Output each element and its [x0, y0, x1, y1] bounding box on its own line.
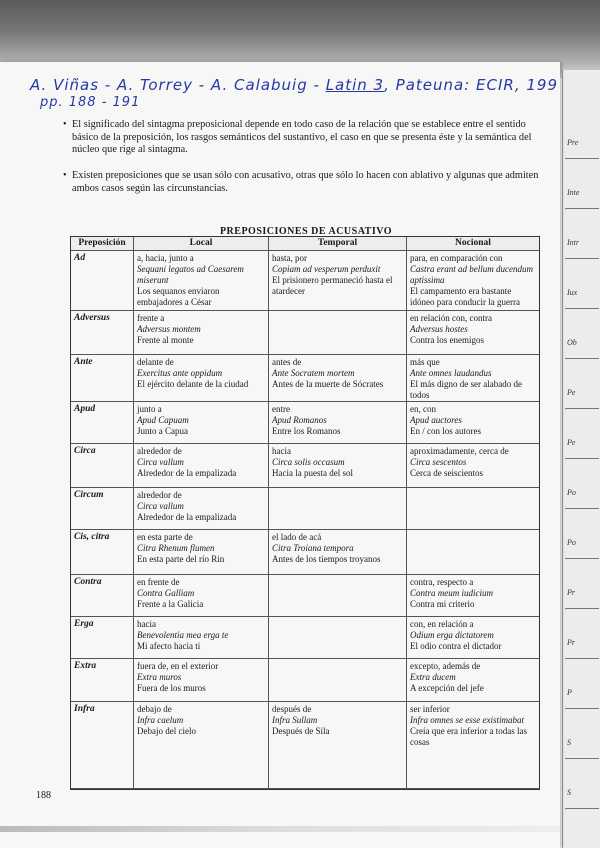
- local-meaning: debajo de: [137, 704, 172, 714]
- nocional-latin: Infra omnes se esse existimabat: [410, 715, 524, 725]
- nocional-cell: [407, 402, 539, 444]
- temporal-cell: [269, 617, 407, 659]
- adjacent-page-mark: Pe: [567, 388, 576, 397]
- nocional-trans: El campamento era bastante idóneo para conducir la guerra: [410, 286, 520, 307]
- adjacent-page-mark: Ob: [567, 338, 577, 347]
- local-trans: En esta parte del río Rin: [137, 554, 225, 564]
- nocional-latin: Adversus hostes: [410, 324, 468, 334]
- local-trans: Mi afecto hacia ti: [137, 641, 201, 651]
- temporal-trans: El prisionero permaneció hasta el atardecer: [272, 275, 393, 296]
- temporal-cell: [269, 355, 407, 402]
- nocional-trans: A excepción del jefe: [410, 683, 484, 693]
- adjacent-page-rule: [565, 508, 599, 509]
- temporal-latin: Citra Troiana tempora: [272, 543, 354, 553]
- nocional-cell: [407, 488, 539, 530]
- local-meaning: delante de: [137, 357, 174, 367]
- local-cell: [134, 251, 269, 311]
- nocional-trans: El odio contra el dictador: [410, 641, 502, 651]
- hand-book: Latin 3: [325, 76, 385, 94]
- local-latin: Infra caelum: [137, 715, 184, 725]
- temporal-latin: Infra Sullam: [272, 715, 318, 725]
- nocional-latin: Apud auctores: [410, 415, 462, 425]
- adjacent-page-rule: [565, 758, 599, 759]
- adjacent-page-mark: S: [567, 788, 571, 797]
- local-trans: Los sequanos enviaron embajadores a César: [137, 286, 220, 307]
- temporal-trans: Entre los Romanos: [272, 426, 341, 436]
- nocional-latin: Circa sescentos: [410, 457, 467, 467]
- hand-authors: A. Viñas - A. Torrey - A. Calabuig -: [30, 76, 326, 94]
- hand-publisher: , Pateuna: ECIR, 199: [384, 76, 558, 94]
- local-trans: Junto a Capua: [137, 426, 188, 436]
- preposition-cell: Ad: [71, 251, 134, 311]
- adjacent-page-rule: [565, 458, 599, 459]
- local-trans: Fuera de los muros: [137, 683, 206, 693]
- temporal-meaning: hacia: [272, 446, 291, 456]
- temporal-cell: [269, 488, 407, 530]
- temporal-cell: [269, 444, 407, 488]
- adjacent-page-rule: [565, 208, 599, 209]
- page-number: 188: [36, 790, 51, 801]
- adjacent-page-mark: Pe: [567, 438, 576, 447]
- temporal-cell: [269, 251, 407, 311]
- nocional-latin: Odium erga dictatorem: [410, 630, 494, 640]
- temporal-cell: [269, 659, 407, 702]
- adjacent-page-rule: [565, 258, 599, 259]
- local-cell: [134, 530, 269, 575]
- local-latin: Circa vallum: [137, 501, 184, 511]
- handwritten-reference: [30, 76, 558, 94]
- adjacent-page-mark: Intr: [567, 238, 579, 247]
- header-cell: Nocional: [407, 237, 539, 251]
- preposition-cell: Ante: [71, 355, 134, 402]
- nocional-meaning: más que: [410, 357, 440, 367]
- nocional-latin: Contra meum iudicium: [410, 588, 493, 598]
- nocional-trans: Creía que era inferior a todas las cosas: [410, 726, 527, 747]
- temporal-meaning: el lado de acá: [272, 532, 322, 542]
- temporal-cell: [269, 530, 407, 575]
- local-meaning: alrededor de: [137, 490, 182, 500]
- temporal-trans: Hacia la puesta del sol: [272, 468, 353, 478]
- adjacent-page-mark: S: [567, 738, 571, 747]
- local-cell: [134, 575, 269, 617]
- preposition-cell: Extra: [71, 659, 134, 702]
- temporal-meaning: antes de: [272, 357, 302, 367]
- nocional-meaning: excepto, además de: [410, 661, 481, 671]
- nocional-cell: [407, 617, 539, 659]
- adjacent-page-rule: [565, 308, 599, 309]
- temporal-meaning: después de: [272, 704, 312, 714]
- adjacent-page-mark: P: [567, 688, 572, 697]
- local-meaning: frente a: [137, 313, 165, 323]
- temporal-meaning: hasta, por: [272, 253, 307, 263]
- temporal-latin: Apud Romanos: [272, 415, 327, 425]
- temporal-trans: Antes de los tiempos troyanos: [272, 554, 381, 564]
- local-meaning: hacia: [137, 619, 156, 629]
- nocional-cell: [407, 311, 539, 355]
- table-title: PREPOSICIONES DE ACUSATIVO: [219, 226, 393, 237]
- handwritten-pages: pp. 188 - 191: [40, 95, 141, 110]
- local-latin: Citra Rhenum flumen: [137, 543, 215, 553]
- adjacent-page-mark: Po: [567, 488, 576, 497]
- preposition-cell: Erga: [71, 617, 134, 659]
- adjacent-page-mark: Pr: [567, 588, 575, 597]
- nocional-latin: Ante omnes laudandus: [410, 368, 492, 378]
- temporal-latin: Circa solis occasum: [272, 457, 345, 467]
- nocional-cell: [407, 251, 539, 311]
- nocional-meaning: en relación con, contra: [410, 313, 492, 323]
- preposition-cell: Infra: [71, 702, 134, 789]
- nocional-meaning: aproximadamente, cerca de: [410, 446, 509, 456]
- local-trans: Alrededor de la empalizada: [137, 468, 237, 478]
- adjacent-page: [562, 70, 600, 848]
- local-trans: Debajo del cielo: [137, 726, 196, 736]
- local-trans: Alrededor de la empalizada: [137, 512, 237, 522]
- nocional-meaning: ser inferior: [410, 704, 450, 714]
- adjacent-page-mark: Iux: [567, 288, 578, 297]
- adjacent-page-mark: Pr: [567, 638, 575, 647]
- bullet-text-1: El significado del sintagma preposicional depende en todo caso de la relación que se establece entre el sentido básico de la preposición, los rasgos semánticos del sustantivo, el caso en que se presenta éste y la semántica del núcleo que rige al sintagma.: [72, 119, 532, 155]
- local-latin: Extra muros: [137, 672, 182, 682]
- bullet-paragraph-2: [63, 170, 542, 195]
- temporal-trans: Antes de la muerte de Sócrates: [272, 379, 384, 389]
- nocional-meaning: con, en relación a: [410, 619, 474, 629]
- bullet-paragraph-1: [63, 119, 542, 157]
- adjacent-page-rule: [565, 558, 599, 559]
- adjacent-page-rule: [565, 658, 599, 659]
- temporal-cell: [269, 702, 407, 789]
- temporal-cell: [269, 575, 407, 617]
- temporal-latin: Copiam ad vesperum perduxit: [272, 264, 381, 274]
- local-latin: Exercitus ante oppidum: [137, 368, 223, 378]
- header-cell: Local: [134, 237, 269, 251]
- local-trans: Frente al monte: [137, 335, 194, 345]
- local-cell: [134, 617, 269, 659]
- nocional-latin: Castra erant ad bellum ducendum aptissima: [410, 264, 533, 285]
- nocional-trans: El más digno de ser alabado de todos: [410, 379, 522, 400]
- header-cell: Temporal: [269, 237, 407, 251]
- bullet-dot: •: [63, 170, 67, 181]
- local-meaning: en frente de: [137, 577, 180, 587]
- adjacent-page-mark: Inte: [567, 188, 580, 197]
- temporal-trans: Después de Sila: [272, 726, 330, 736]
- adjacent-page-rule: [565, 158, 599, 159]
- local-latin: Sequani legatos ad Caesarem miserunt: [137, 264, 244, 285]
- adjacent-page-mark: Po: [567, 538, 576, 547]
- local-cell: [134, 488, 269, 530]
- nocional-latin: Extra ducem: [410, 672, 456, 682]
- table-grid: [70, 236, 540, 790]
- local-cell: [134, 444, 269, 488]
- adjacent-page-mark: Pre: [567, 138, 579, 147]
- local-latin: Adversus montem: [137, 324, 201, 334]
- nocional-cell: [407, 530, 539, 575]
- temporal-meaning: entre: [272, 404, 290, 414]
- temporal-cell: [269, 402, 407, 444]
- local-cell: [134, 355, 269, 402]
- local-trans: El ejército delante de la ciudad: [137, 379, 249, 389]
- local-latin: Benevolentia mea erga te: [137, 630, 229, 640]
- local-meaning: fuera de, en el exterior: [137, 661, 219, 671]
- adjacent-page-rule: [565, 708, 599, 709]
- local-cell: [134, 659, 269, 702]
- nocional-cell: [407, 444, 539, 488]
- adjacent-page-rule: [565, 408, 599, 409]
- nocional-trans: Cerca de seiscientos: [410, 468, 483, 478]
- preposition-cell: Apud: [71, 402, 134, 444]
- scan-bottom-edge: [0, 826, 560, 832]
- local-trans: Frente a la Galicia: [137, 599, 204, 609]
- local-latin: Circa vallum: [137, 457, 184, 467]
- temporal-latin: Ante Socratem mortem: [272, 368, 355, 378]
- header-cell: Preposición: [71, 237, 134, 251]
- adjacent-page-rule: [565, 608, 599, 609]
- preposition-cell: Adversus: [71, 311, 134, 355]
- local-meaning: en esta parte de: [137, 532, 193, 542]
- temporal-cell: [269, 311, 407, 355]
- preposition-cell: Cis, citra: [71, 530, 134, 575]
- nocional-meaning: para, en comparación con: [410, 253, 503, 263]
- local-latin: Apud Capuam: [137, 415, 189, 425]
- nocional-trans: Contra mi criterio: [410, 599, 475, 609]
- preposition-cell: Contra: [71, 575, 134, 617]
- preposition-cell: Circum: [71, 488, 134, 530]
- local-cell: [134, 311, 269, 355]
- bullet-text-2: Existen preposiciones que se usan sólo con acusativo, otras que sólo lo hacen con ablativo y algunas que admiten ambos casos según las circunstancias.: [72, 170, 539, 194]
- local-meaning: alrededor de: [137, 446, 182, 456]
- adjacent-page-rule: [565, 358, 599, 359]
- nocional-meaning: en, con: [410, 404, 436, 414]
- local-cell: [134, 702, 269, 789]
- local-meaning: junto a: [137, 404, 162, 414]
- nocional-cell: [407, 702, 539, 789]
- nocional-cell: [407, 575, 539, 617]
- nocional-cell: [407, 659, 539, 702]
- bullet-dot: •: [63, 119, 67, 130]
- local-meaning: a, hacia, junto a: [137, 253, 194, 263]
- local-latin: Contra Galliam: [137, 588, 195, 598]
- preposition-cell: Circa: [71, 444, 134, 488]
- nocional-trans: Contra los enemigos: [410, 335, 484, 345]
- local-cell: [134, 402, 269, 444]
- nocional-trans: En / con los autores: [410, 426, 481, 436]
- adjacent-page-rule: [565, 808, 599, 809]
- nocional-meaning: contra, respecto a: [410, 577, 474, 587]
- nocional-cell: [407, 355, 539, 402]
